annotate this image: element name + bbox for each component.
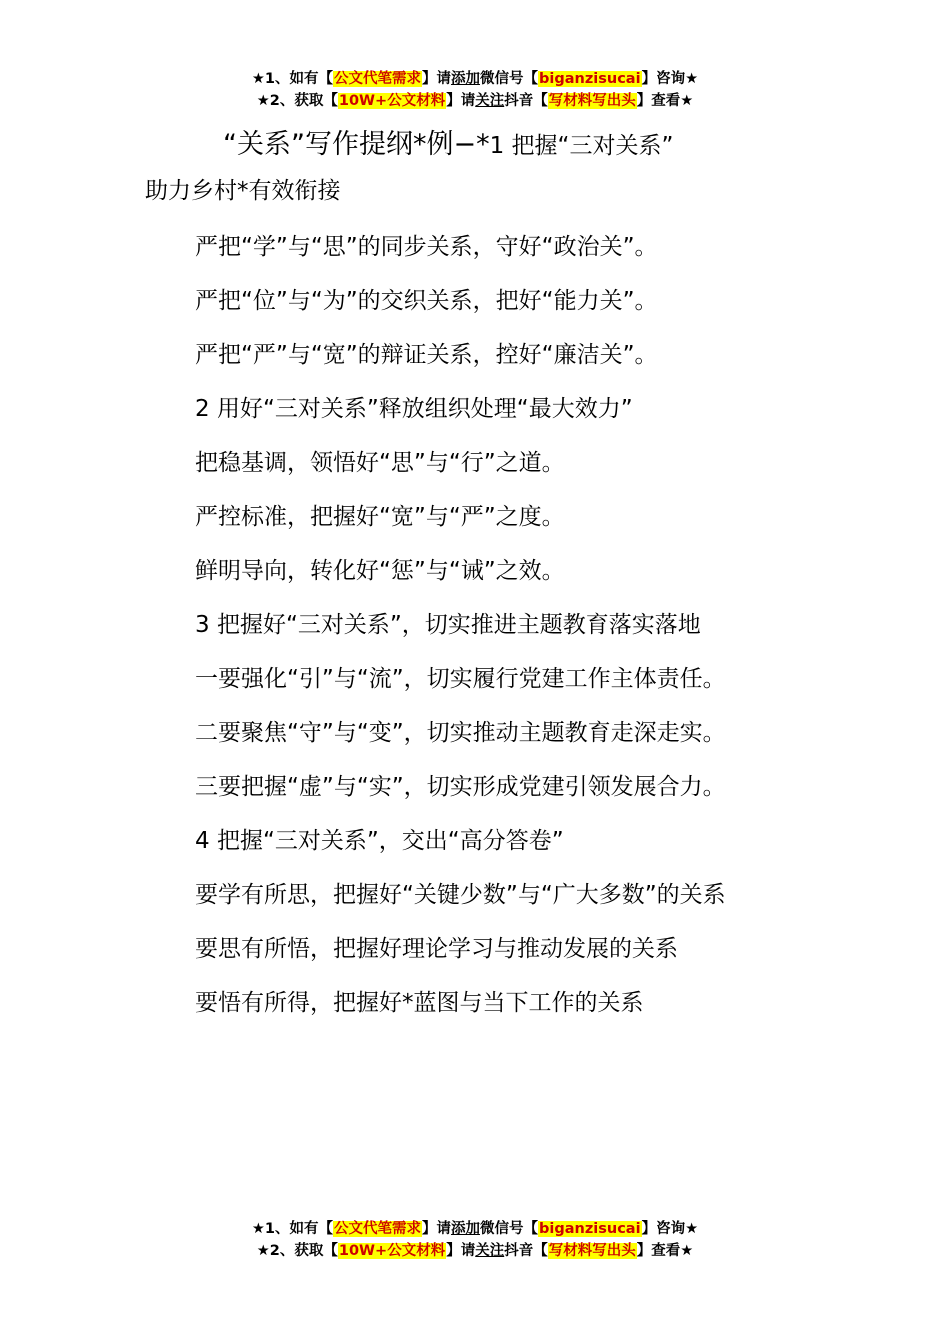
- paragraph: 严把“严”与“宽”的辩证关系，控好“廉洁关”。: [195, 342, 658, 368]
- banner-highlight: 公文代笔需求: [334, 1221, 422, 1237]
- paragraph: 一要强化“引”与“流”，切实履行党建工作主体责任。: [195, 666, 726, 692]
- banner-line-2: [0, 90, 950, 112]
- paragraph: 二要聚焦“守”与“变”，切实推动主题教育走深走实。: [195, 720, 726, 746]
- paragraph: 要学有所思，把握好“关键少数”与“广大多数”的关系: [195, 882, 726, 908]
- title-main: “关系”写作提纲*例−*: [223, 129, 490, 160]
- document-body: [145, 120, 805, 1035]
- banner-text: ★1、如有【: [251, 1221, 334, 1237]
- banner-text: 】查看★: [636, 93, 694, 109]
- banner-underlined-text: 添加: [451, 71, 481, 87]
- banner-underlined-text: 关注: [475, 93, 505, 109]
- banner-text: ★2、获取【: [256, 1243, 338, 1259]
- paragraph: 要思有所悟，把握好理论学习与推动发展的关系: [195, 936, 678, 962]
- paragraph: 严把“学”与“思”的同步关系，守好“政治关”。: [195, 234, 658, 260]
- banner-text: 微信号【: [480, 71, 539, 87]
- banner-text: 】请: [446, 93, 476, 109]
- banner-text: ★1、如有【: [251, 71, 334, 87]
- section-heading: 3 把握好“三对关系”，切实推进主题教育落实落地: [195, 612, 701, 638]
- banner-text: 】咨询★: [641, 1221, 699, 1237]
- banner-highlight: 10W+公文材料: [338, 1243, 446, 1259]
- section-heading: 2 用好“三对关系”释放组织处理“最大效力”: [195, 396, 633, 422]
- banner-highlight: 公文代笔需求: [334, 71, 422, 87]
- header-banner: [0, 68, 950, 112]
- paragraph: 三要把握“虚”与“实”，切实形成党建引领发展合力。: [195, 774, 726, 800]
- banner-highlight: 10W+公文材料: [338, 93, 446, 109]
- document-title: [145, 120, 805, 171]
- banner-text: 】请: [422, 71, 452, 87]
- banner-text: 】请: [446, 1243, 476, 1259]
- banner-text: 】请: [422, 1221, 452, 1237]
- paragraph: 严控标准，把握好“宽”与“严”之度。: [195, 504, 565, 530]
- paragraph: 严把“位”与“为”的交织关系，把好“能力关”。: [195, 288, 658, 314]
- banner-underlined-text: 关注: [475, 1243, 505, 1259]
- title-continuation: 助力乡村*有效衔接: [145, 178, 341, 204]
- banner-text: ★2、获取【: [256, 93, 338, 109]
- paragraph: 鲜明导向，转化好“惩”与“诫”之效。: [195, 558, 565, 584]
- section-heading: 4 把握“三对关系”，交出“高分答卷”: [195, 828, 564, 854]
- banner-text: 微信号【: [480, 1221, 539, 1237]
- banner-highlight-wechat-id: biganzisucai: [539, 71, 641, 87]
- paragraph: 把稳基调，领悟好“思”与“行”之道。: [195, 450, 565, 476]
- footer-banner: [0, 1218, 950, 1262]
- banner-line-2: [0, 1240, 950, 1262]
- paragraph: 要悟有所得，把握好*蓝图与当下工作的关系: [195, 990, 644, 1016]
- banner-highlight-wechat-id: biganzisucai: [539, 1221, 641, 1237]
- banner-highlight-douyin-id: 写材料写出头: [548, 93, 636, 109]
- banner-text: 抖音【: [504, 1243, 548, 1259]
- banner-text: 抖音【: [504, 93, 548, 109]
- title-tail: 1 把握“三对关系”: [489, 133, 674, 159]
- banner-line-1: [0, 1218, 950, 1240]
- banner-text: 】查看★: [636, 1243, 694, 1259]
- banner-line-1: [0, 68, 950, 90]
- banner-underlined-text: 添加: [451, 1221, 481, 1237]
- banner-text: 】咨询★: [641, 71, 699, 87]
- banner-highlight-douyin-id: 写材料写出头: [548, 1243, 636, 1259]
